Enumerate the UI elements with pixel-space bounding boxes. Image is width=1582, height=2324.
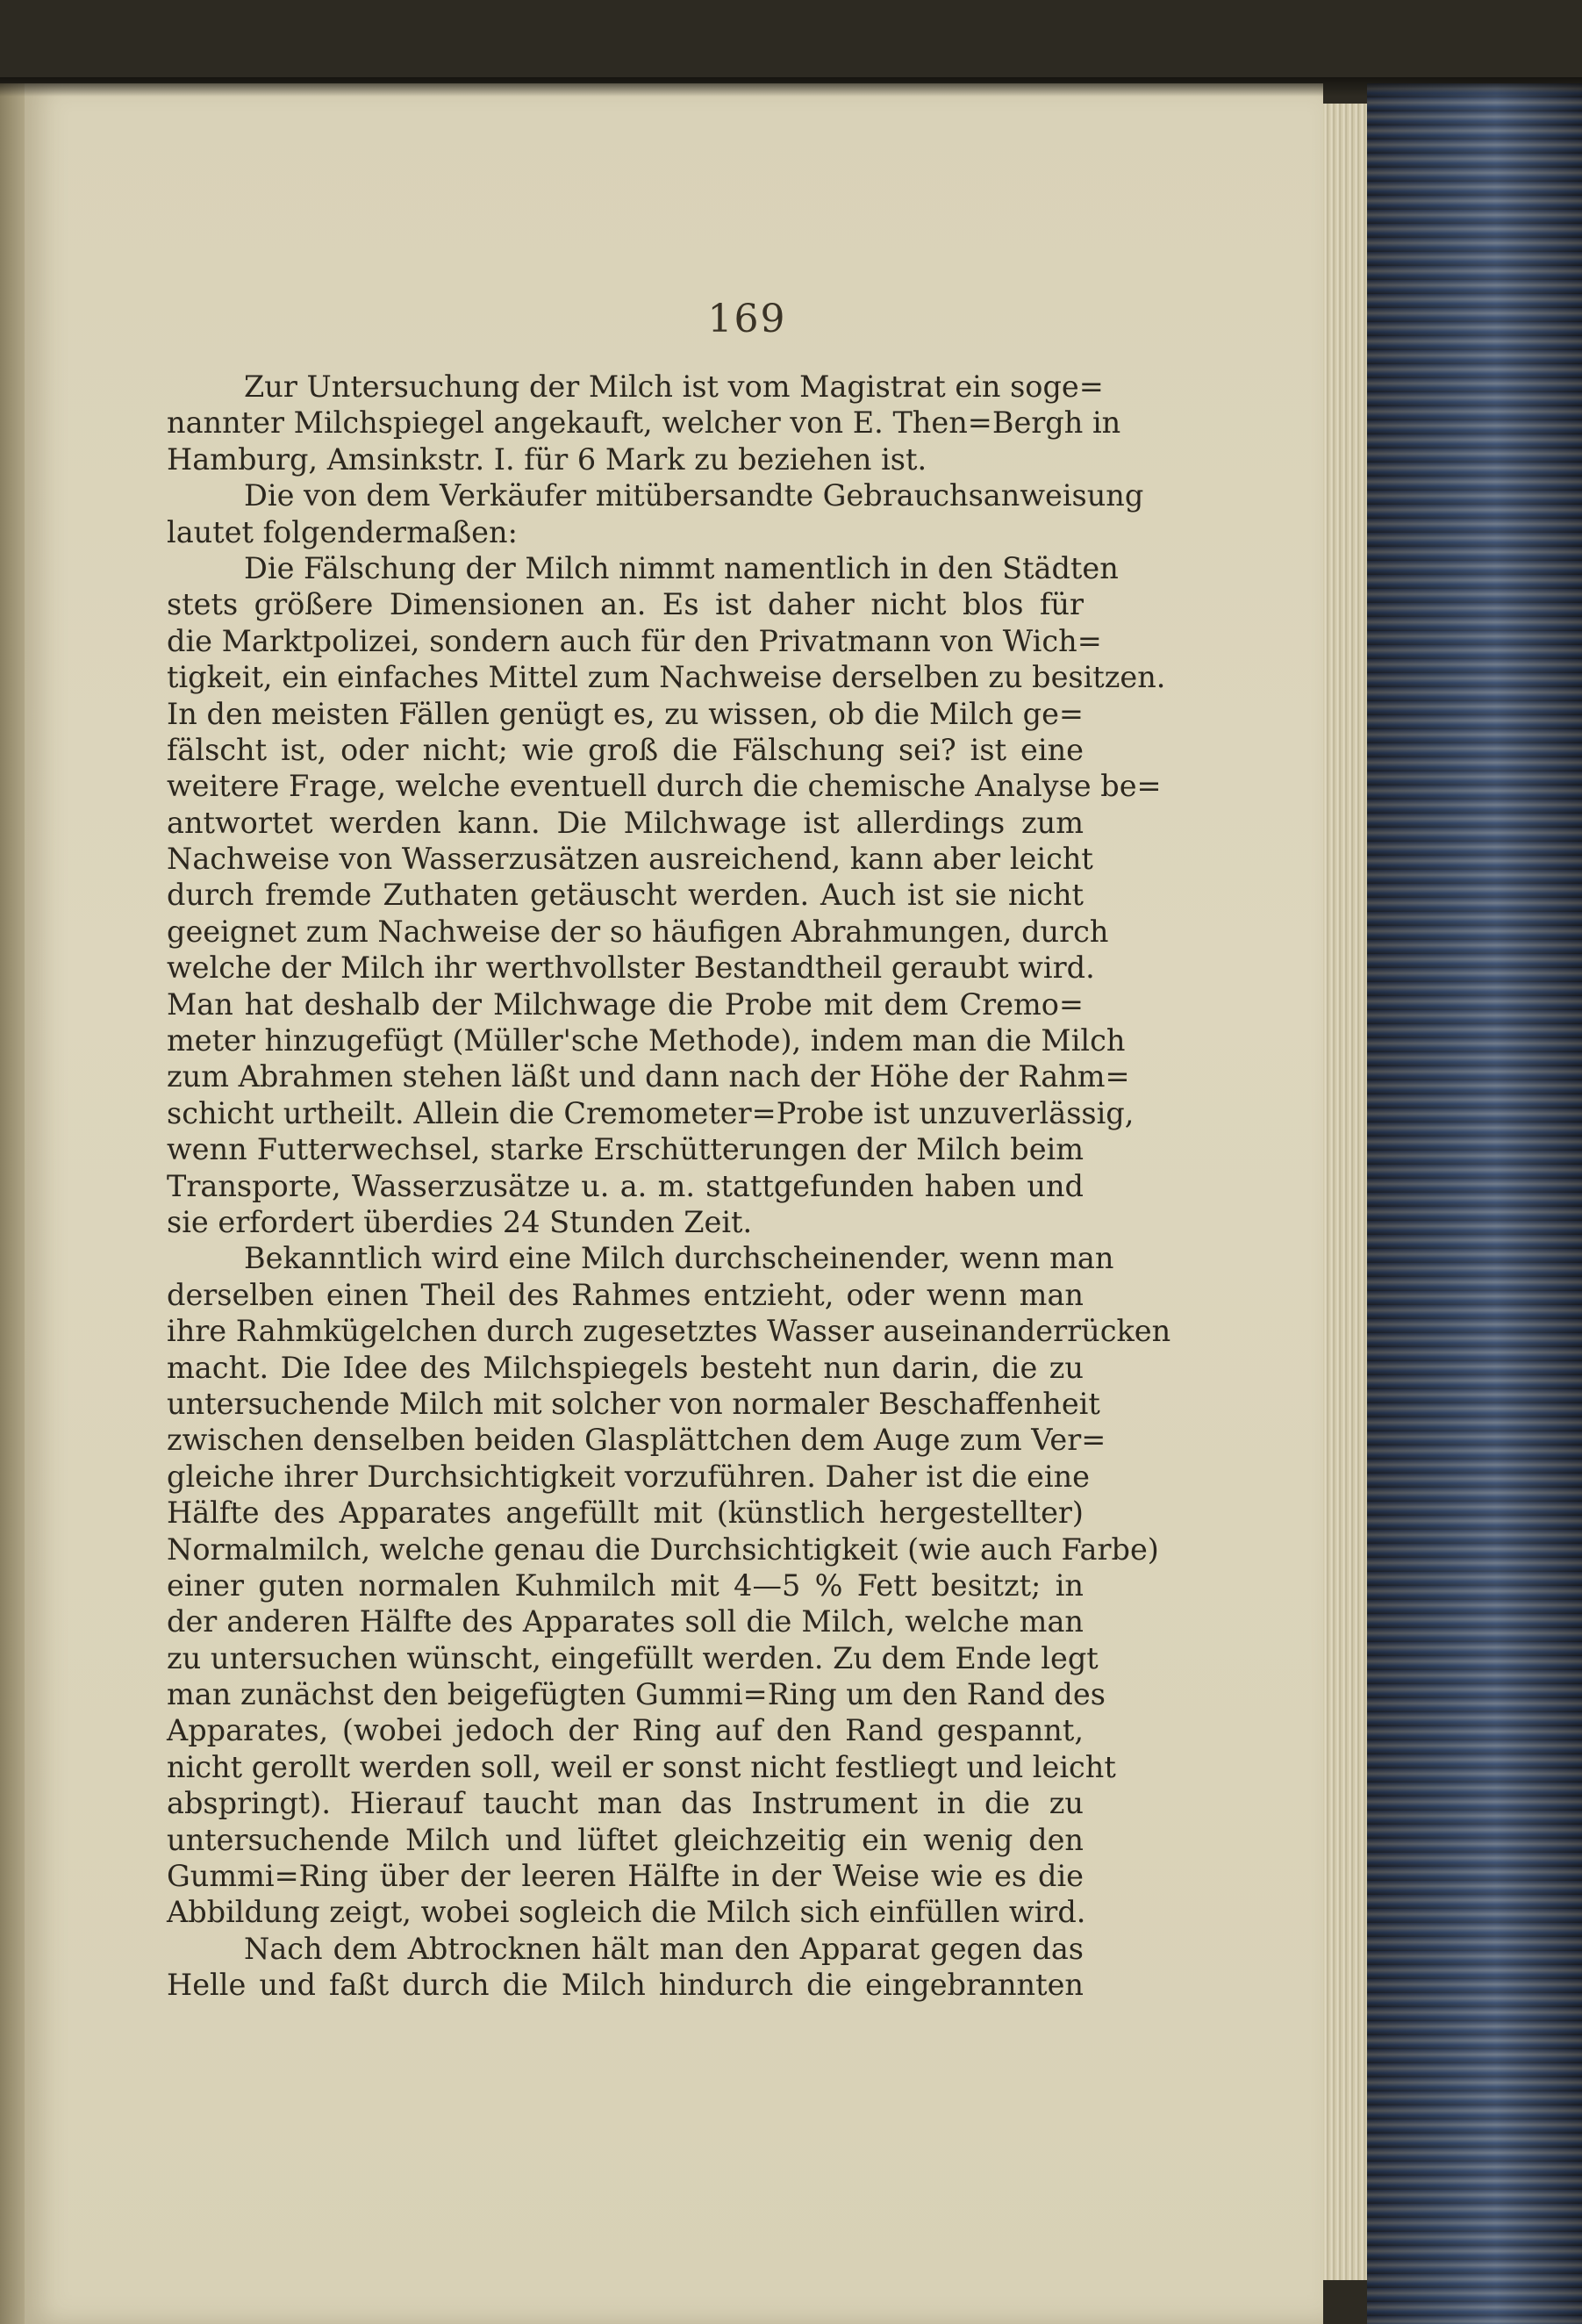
text-line: Nachweise von Wasserzusätzen ausreichend, kann aber leicht [167, 842, 1093, 877]
text-line: Nach dem Abtrocknen hält man den Apparat gegen das [244, 1931, 1084, 1966]
text-line: durch fremde Zuthaten getäuscht werden. Auch ist sie nicht [167, 878, 1084, 913]
text-line: zu untersuchen wünscht, eingefüllt werden. Zu dem Ende legt [167, 1640, 1099, 1675]
text-line: Transporte, Wasserzusätze u. a. m. stattgefunden haben und [167, 1168, 1084, 1203]
text-line: In den meisten Fällen genügt es, zu wissen, ob die Milch ge= [167, 696, 1084, 731]
text-line: die Marktpolizei, sondern auch für den Privatmann von Wich= [167, 623, 1102, 658]
text-line: nannter Milchspiegel angekauft, welcher von E. Then=Bergh in [167, 405, 1121, 441]
text-line: stets größere Dimensionen an. Es ist daher nicht blos für [167, 587, 1084, 622]
text-line: Abbildung zeigt, wobei sogleich die Milch sich einfüllen wird. [167, 1895, 1086, 1930]
text-line: abspringt). Hierauf taucht man das Instrument in die zu [167, 1786, 1084, 1821]
text-line: gleiche ihrer Durchsichtigkeit vorzuführen. Daher ist die eine [167, 1459, 1090, 1494]
book-cover-edge [1367, 83, 1582, 2324]
text-line: nicht gerollt werden soll, weil er sonst nicht festliegt und leicht [167, 1749, 1116, 1784]
text-line: schicht urtheilt. Allein die Cremometer=Probe ist unzuverlässig, [167, 1095, 1135, 1130]
text-line: weitere Frage, welche eventuell durch die chemische Analyse be= [167, 769, 1162, 804]
text-line: meter hinzugefügt (Müller'sche Methode), indem man die Milch [167, 1023, 1126, 1058]
text-line: tigkeit, ein einfaches Mittel zum Nachweise derselben zu besitzen. [167, 660, 1166, 695]
text-line: welche der Milch ihr werthvollster Bestandtheil geraubt wird. [167, 950, 1095, 986]
text-line: Gummi=Ring über der leeren Hälfte in der Weise wie es die [167, 1859, 1084, 1894]
text-line: zwischen denselben beiden Glasplättchen dem Auge zum Ver= [167, 1423, 1106, 1458]
page-edges [1323, 104, 1367, 2280]
text-line: antwortet werden kann. Die Milchwage ist allerdings zum [167, 805, 1084, 840]
text-line: der anderen Hälfte des Apparates soll die Milch, welche man [167, 1604, 1084, 1639]
text-line: untersuchende Milch und lüftet gleichzeitig ein wenig den [167, 1822, 1084, 1857]
text-line: derselben einen Theil des Rahmes entzieht, oder wenn man [167, 1277, 1084, 1312]
text-line: Bekanntlich wird eine Milch durchscheinender, wenn man [244, 1241, 1114, 1276]
top-edge-shadow [0, 77, 1582, 97]
text-line: Die Fälschung der Milch nimmt namentlich in den Städten [244, 550, 1119, 585]
text-line: wenn Futterwechsel, starke Erschütterungen der Milch beim [167, 1132, 1084, 1167]
body-text [167, 369, 1171, 2004]
text-line: geeignet zum Nachweise der so häufigen Abrahmungen, durch [167, 914, 1109, 949]
text-line: ihre Rahmkügelchen durch zugesetztes Wasser auseinanderrücken [167, 1314, 1171, 1349]
text-line: man zunächst den beigefügten Gummi=Ring um den Rand des [167, 1677, 1106, 1712]
text-line: Hamburg, Amsinkstr. I. für 6 Mark zu beziehen ist. [167, 441, 927, 477]
text-line: Apparates, (wobei jedoch der Ring auf den Rand gespannt, [167, 1713, 1084, 1748]
text-line: lautet folgendermaßen: [167, 514, 518, 549]
page-number: 169 [707, 297, 787, 341]
text-line: zum Abrahmen stehen läßt und dann nach der Höhe der Rahm= [167, 1059, 1130, 1094]
text-line: Helle und faßt durch die Milch hindurch die eingebrannten [167, 1968, 1084, 2003]
text-line: Hälfte des Apparates angefüllt mit (künstlich hergestellter) [167, 1496, 1084, 1531]
text-line: Zur Untersuchung der Milch ist vom Magistrat ein soge= [244, 369, 1104, 404]
text-line: macht. Die Idee des Milchspiegels besteht nun darin, die zu [167, 1350, 1084, 1385]
text-line: untersuchende Milch mit solcher von normaler Beschaffenheit [167, 1386, 1100, 1421]
text-line: sie erfordert überdies 24 Stunden Zeit. [167, 1204, 753, 1239]
text-line: Die von dem Verkäufer mitübersandte Gebrauchsanweisung [244, 478, 1144, 513]
text-line: fälscht ist, oder nicht; wie groß die Fälschung sei? ist eine [167, 732, 1084, 767]
text-line: einer guten normalen Kuhmilch mit 4—5 % Fett besitzt; in [167, 1567, 1084, 1603]
text-line: Normalmilch, welche genau die Durchsichtigkeit (wie auch Farbe) [167, 1531, 1159, 1567]
text-line: Man hat deshalb der Milchwage die Probe mit dem Cremo= [167, 986, 1084, 1022]
